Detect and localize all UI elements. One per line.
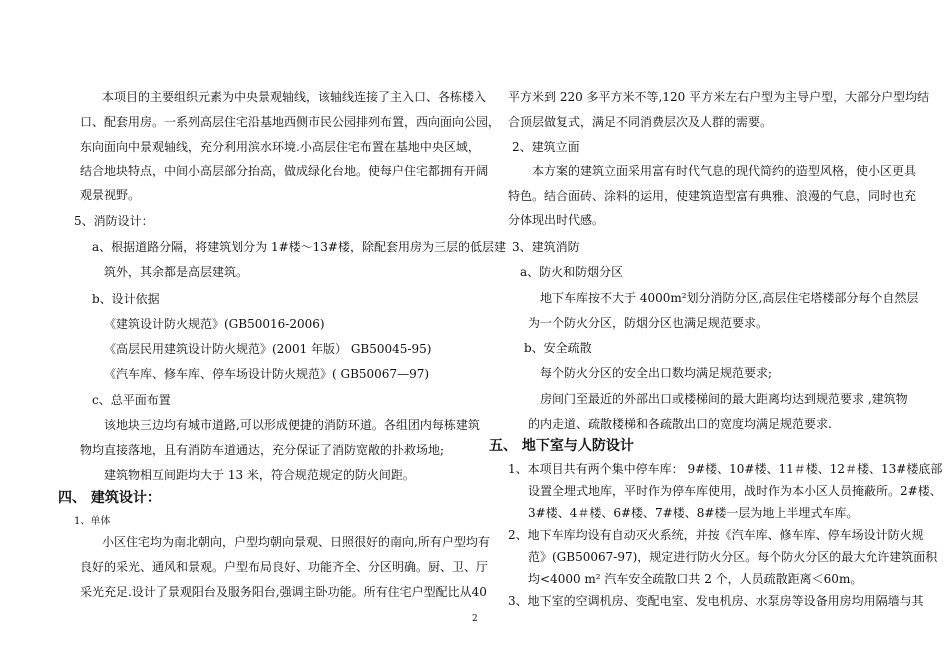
- paragraph-line: 平方米到 220 多平方米不等,120 平方米左右户型为主导户型，大部分户型均结: [508, 90, 930, 104]
- paragraph-line: 结合地块特点，中间小高层部分抬高，做成绿化台地。使每户住宅都拥有开阔: [80, 164, 489, 178]
- paragraph-line: 每个防火分区的安全出口数均满足规范要求;: [540, 366, 773, 380]
- list-item: b、安全疏散: [524, 341, 592, 355]
- paragraph-line: 观景视野。: [80, 188, 141, 202]
- paragraph-line: 口、配套用房。一系列高层住宅沿基地西侧市民公园排列布置，西向面向公园，: [80, 115, 501, 129]
- paragraph-line: 的内走道、疏散楼梯和各疏散出口的宽度均满足规范要求.: [528, 417, 832, 431]
- paragraph-line: 物均直接落地，且有消防车道通达，充分保证了消防宽敞的扑救场地;: [80, 443, 445, 457]
- subsection-heading: 3、建筑消防: [512, 240, 580, 254]
- list-item: 1、本项目共有两个集中停车库： 9#楼、10#楼、11＃楼、12＃楼、13#楼底部: [508, 462, 943, 476]
- reference-line: 《建筑设计防火规范》(GB50016-2006): [104, 317, 325, 331]
- subsection-heading: 2、建筑立面: [512, 140, 580, 154]
- list-item-continuation: 范》(GB50067-97)，规定进行防火分区。每个防火分区的最大允许建筑面积: [528, 550, 938, 564]
- section-heading: 5、消防设计：: [74, 214, 154, 228]
- paragraph-line: 小区住宅均为南北朝向，户型均朝向景观、日照很好的南向,所有户型均有: [102, 535, 490, 549]
- list-item: 2、地下车库均设有自动灭火系统，并按《汽车库、修车库、停车场设计防火规: [508, 528, 924, 542]
- list-item: 3、地下室的空调机房、变配电室、发电机房、水泵房等设备用房均用隔墙与其: [508, 594, 924, 608]
- paragraph-line: 建筑物相互间距均大于 13 米，符合规范规定的防火间距。: [104, 468, 415, 482]
- list-item-continuation: 设置全埋式地库，平时作为停车库使用，战时作为本小区人员掩蔽所。2#楼、: [528, 484, 942, 498]
- paragraph-line: 分体现出时代感。: [508, 213, 605, 227]
- paragraph-line: 地下车库按不大于 4000m²划分消防分区,高层住宅塔楼部分每个自然层: [540, 291, 919, 305]
- list-item: a、根据道路分隔，将建筑划分为 1#楼～13#楼，除配套用房为三层的低层建: [92, 240, 506, 254]
- paragraph-line: 该地块三边均有城市道路,可以形成便捷的消防环道。各组团内每栋建筑: [104, 418, 480, 432]
- subsection-heading: 1、单体: [74, 516, 111, 527]
- paragraph-line: 特色。结合面砖、涂料的运用，使建筑造型富有典雅、浪漫的气息，同时也充: [508, 189, 917, 203]
- section-heading-5: 五、 地下室与人防设计: [489, 438, 634, 454]
- section-heading-4: 四、 建筑设计：: [58, 490, 161, 506]
- page-number: 2: [472, 614, 478, 624]
- paragraph-line: 采光充足.设计了景观阳台及服务阳台,强调主卧功能。所有住宅户型配比从40: [80, 585, 487, 599]
- list-item-continuation: 筑外，其余都是高层建筑。: [104, 265, 249, 279]
- reference-line: 《汽车库、修车库、停车场设计防火规范》( GB50067—97): [104, 367, 430, 381]
- paragraph-line: 房间门至最近的外部出口或楼梯间的最大距离均达到规范要求 ,建筑物: [540, 392, 908, 406]
- list-item: a、防火和防烟分区: [520, 265, 624, 279]
- reference-line: 《高层民用建筑设计防火规范》(2001 年版） GB50045-95): [104, 342, 432, 356]
- paragraph-line: 东向面向中景观轴线，充分利用滨水环境.小高层住宅布置在基地中央区域，: [80, 140, 480, 154]
- list-item-continuation: 3#楼、4＃楼、6#楼、7#楼、8#楼一层为地上半埋式车库。: [528, 506, 859, 520]
- paragraph-line: 为一个防火分区，防烟分区也满足规范要求。: [528, 316, 769, 330]
- list-item: c、总平面布置: [92, 393, 171, 407]
- paragraph-line: 良好的采光、通风和景观。户型布局良好、功能齐全、分区明确。厨、卫、厅: [80, 560, 489, 574]
- list-item: b、设计依据: [92, 292, 160, 306]
- paragraph-line: 合顶层做复式，满足不同消费层次及人群的需要。: [508, 115, 773, 129]
- paragraph-line: 本方案的建筑立面采用富有时代气息的现代简约的造型风格，使小区更具: [532, 164, 917, 178]
- list-item-continuation: 均<4000 m² 汽车安全疏散口共 2 个，人员疏散距离＜60m。: [528, 572, 863, 586]
- paragraph-line: 本项目的主要组织元素为中央景观轴线，该轴线连接了主入口、各栋楼入: [102, 90, 487, 104]
